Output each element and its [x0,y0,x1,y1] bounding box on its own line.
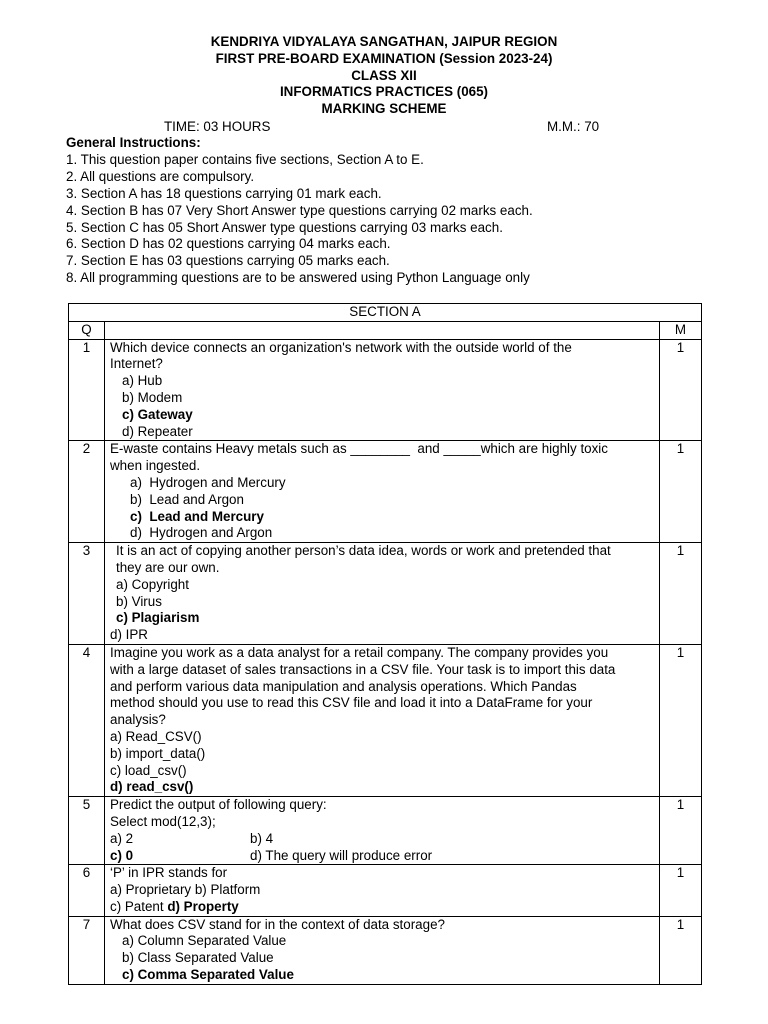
option-b: b) 4 [250,830,274,846]
option-c-answer: c) Comma Separated Value [122,967,294,983]
option-c-answer: c) Lead and Mercury [130,508,264,524]
option-c: c) Patent [110,898,168,914]
table-row [69,916,702,984]
instruction-item: 6. Section D has 02 questions carrying 04 marks each. [66,236,391,252]
instruction-item: 7. Section E has 03 questions carrying 05 marks each. [66,253,390,269]
option-d-answer: d) Property [167,898,239,914]
table-row [69,441,702,543]
instruction-item: 3. Section A has 18 questions carrying 01 mark each. [66,185,382,201]
table-row [69,865,702,916]
question-number: 5 [69,797,105,865]
option-b: b) Lead and Argon [130,491,244,507]
question-cell [105,543,660,645]
question-number: 3 [69,543,105,645]
option-d: d) IPR [110,627,148,643]
question-cell [105,339,660,441]
instruction-item: 1. This question paper contains five sections, Section A to E. [66,151,424,167]
instruction-item: 2. All questions are compulsory. [66,168,255,184]
question-text: What does CSV stand for in the context of data storage? [110,916,445,932]
question-number: 2 [69,441,105,543]
header-exam: FIRST PRE-BOARD EXAMINATION (Session 2023-24) [215,50,553,66]
col-m-header: M [660,321,702,339]
question-text: analysis? [110,712,166,728]
question-number: 7 [69,916,105,984]
instruction-item: 8. All programming questions are to be answered using Python Language only [66,270,530,286]
question-marks: 1 [660,339,702,441]
question-text: with a large dataset of sales transactions in a CSV file. Your task is to import this data [110,661,616,677]
general-instructions [66,135,533,287]
question-number: 6 [69,865,105,916]
marking-scheme-table [68,303,702,985]
options-row [110,831,659,848]
question-cell [105,797,660,865]
question-cell [105,916,660,984]
table-row [69,797,702,865]
instruction-item: 4. Section B has 07 Very Short Answer type questions carrying 02 marks each. [66,202,533,218]
question-text: Imagine you work as a data analyst for a retail company. The company provides you [110,644,609,660]
question-text: Select mod(12,3); [110,813,216,829]
question-text: Internet? [110,356,163,372]
question-text: It is an act of copying another person’s data idea, words or work and pretended that [116,543,611,559]
time-label: TIME: 03 HOURS [164,119,271,134]
option-d: d) Hydrogen and Argon [130,525,273,541]
option-c-answer: c) Gateway [122,406,193,422]
instruction-item: 5. Section C has 05 Short Answer type questions carrying 03 marks each. [66,219,503,235]
question-marks: 1 [660,441,702,543]
question-marks: 1 [660,644,702,796]
option-a: a) Column Separated Value [122,933,287,949]
option-c: c) load_csv() [110,762,187,778]
options-row [110,848,659,865]
question-text: they are our own. [116,559,220,575]
question-number: 4 [69,644,105,796]
option-d: d) The query will produce error [250,847,433,863]
option-a: a) Read_CSV() [110,728,202,744]
question-text: Which device connects an organization's network with the outside world of the [110,339,572,355]
option-b: b) import_data() [110,745,206,761]
option-c-answer: c) Plagiarism [116,610,200,626]
section-header-row [69,304,702,322]
col-question-header [105,321,660,339]
option-c-answer: c) 0 [110,847,134,863]
header-org: KENDRIYA VIDYALAYA SANGATHAN, JAIPUR REGION [210,34,558,49]
option-a: a) 2 [110,830,134,846]
options-row [110,899,659,916]
document-header [0,34,768,118]
header-subject: INFORMATICS PRACTICES (065) [279,84,489,100]
question-text: and perform various data manipulation and analysis operations. Which Pandas [110,678,577,694]
options-ab: a) Proprietary b) Platform [110,882,261,898]
table-row [69,543,702,645]
question-cell [105,441,660,543]
option-d: d) Repeater [122,423,193,439]
header-title: MARKING SCHEME [321,101,447,117]
option-b: b) Class Separated Value [122,950,274,966]
question-text: when ingested. [110,458,201,474]
table-row [69,339,702,441]
question-text: method should you use to read this CSV file and load it into a DataFrame for your [110,695,593,711]
option-a: a) Hydrogen and Mercury [130,474,286,490]
question-text: Predict the output of following query: [110,797,327,813]
question-marks: 1 [660,916,702,984]
question-text: ‘P’ in IPR stands for [110,865,228,881]
max-marks-label: M.M.: 70 [547,119,600,134]
question-cell [105,865,660,916]
option-a: a) Copyright [116,576,189,592]
question-marks: 1 [660,797,702,865]
col-q-header: Q [69,321,105,339]
table-row [69,644,702,796]
column-header-row [69,321,702,339]
question-text: E-waste contains Heavy metals such as ________ and _____which are highly toxic [110,441,608,457]
option-d-answer: d) read_csv() [110,779,194,795]
question-marks: 1 [660,865,702,916]
question-number: 1 [69,339,105,441]
header-class: CLASS XII [351,67,417,83]
instructions-title: General Instructions: [66,135,201,150]
option-a: a) Hub [122,373,163,389]
question-marks: 1 [660,543,702,645]
option-b: b) Modem [122,389,183,405]
option-b: b) Virus [116,593,162,609]
question-cell [105,644,660,796]
section-title: SECTION A [69,304,702,322]
time-marks-row [0,118,768,135]
